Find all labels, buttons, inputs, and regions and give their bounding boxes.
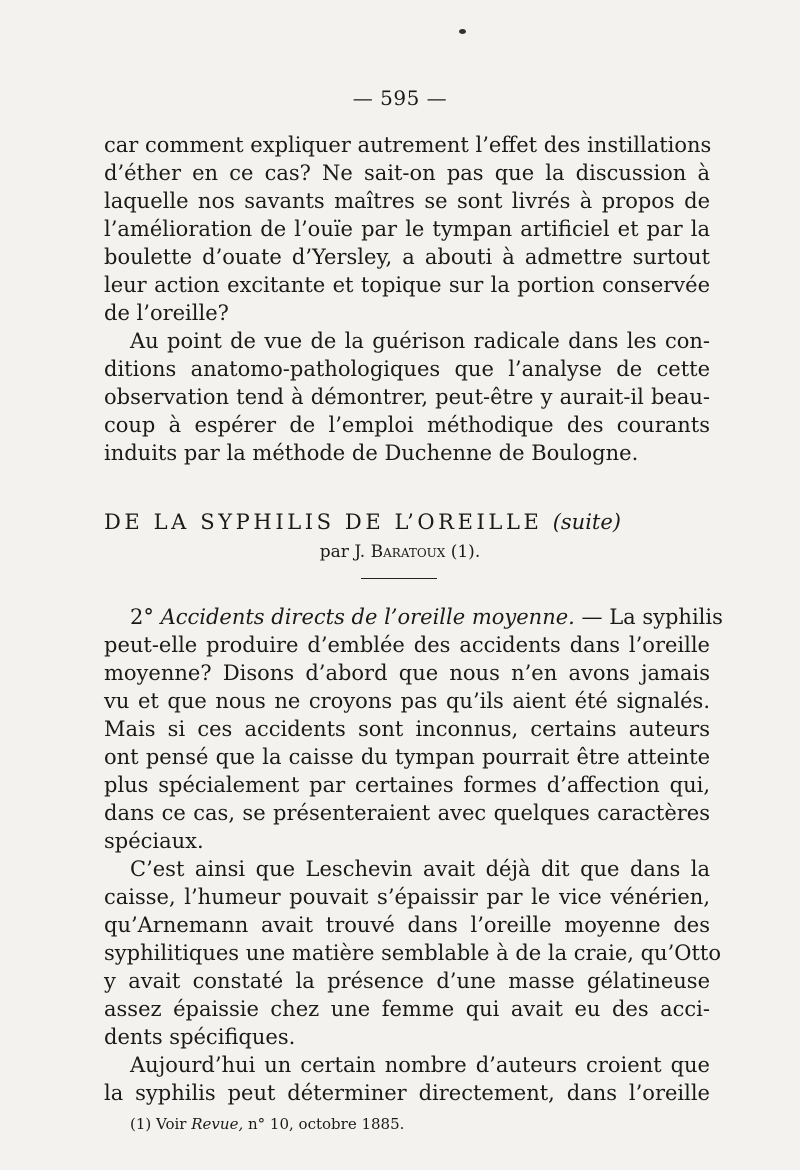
footnote-ref: (1).: [450, 542, 481, 562]
footnote-marker: (1) Voir: [130, 1115, 187, 1133]
section-suite: (suite): [552, 510, 621, 534]
subsection-title: Accidents directs de l’oreille moyenne.: [160, 605, 575, 629]
text-line: d’éther en ce cas? Ne sait-on pas que la discussion à: [104, 161, 710, 185]
byline-prefix: par J.: [319, 542, 366, 562]
text-line: C’est ainsi que Leschevin avait déjà dit que dans la: [130, 857, 710, 881]
text-line: de l’oreille?: [104, 301, 229, 325]
text-line: car comment expliquer autrement l’effet des instillations: [104, 133, 712, 157]
page-number: — 595 —: [352, 86, 448, 110]
text-line: vu et que nous ne croyons pas qu’ils aient été signalés.: [104, 689, 710, 713]
footnote-journal: Revue,: [191, 1115, 244, 1133]
text-line: qu’Arnemann avait trouvé dans l’oreille moyenne des: [104, 913, 710, 937]
footnote-text: n° 10, octobre 1885.: [248, 1115, 405, 1133]
text-line: moyenne? Disons d’abord que nous n’en avons jamais: [104, 661, 710, 685]
text-line: Aujourd’hui un certain nombre d’auteurs croient que: [130, 1053, 710, 1077]
text-line: dans ce cas, se présenteraient avec quelques caractères: [104, 801, 710, 825]
text-line: ditions anatomo-pathologiques que l’analyse de cette: [104, 357, 710, 381]
text-line: spéciaux.: [104, 829, 204, 853]
section-number: 2°: [130, 605, 154, 629]
text-line: Au point de vue de la guérison radicale dans les con-: [130, 329, 710, 353]
text-line: observation tend à démontrer, peut-être y aurait-il beau-: [104, 385, 710, 409]
text-line: [130, 603, 723, 631]
author-name: Baratoux: [370, 542, 446, 562]
text-line: syphilitiques une matière semblable à de la craie, qu’Otto: [104, 941, 721, 965]
text-line: Mais si ces accidents sont inconnus, certains auteurs: [104, 717, 710, 741]
text-line: caisse, l’humeur pouvait s’épaissir par le vice vénérien,: [104, 885, 710, 909]
text-line: peut-elle produire d’emblée des accidents dans l’oreille: [104, 633, 710, 657]
text-line: l’amélioration de l’ouïe par le tympan artificiel et par la: [104, 217, 710, 241]
text-line: la syphilis peut déterminer directement, dans l’oreille: [104, 1081, 710, 1105]
section-divider: [361, 578, 437, 579]
text-line: ont pensé que la caisse du tympan pourrait être atteinte: [104, 745, 710, 769]
text-line: boulette d’ouate d’Yersley, a abouti à admettre surtout: [104, 245, 710, 269]
section-heading: [104, 508, 710, 536]
text-line: y avait constaté la présence d’une masse gélatineuse: [104, 969, 710, 993]
ink-mark: [459, 29, 466, 34]
footnote: [130, 1114, 404, 1134]
text-line: laquelle nos savants maîtres se sont livrés à propos de: [104, 189, 710, 213]
text-line: assez épaissie chez une femme qui avait eu des acci-: [104, 997, 710, 1021]
lead-text: — La syphilis: [581, 605, 723, 629]
section-title: DE LA SYPHILIS DE L’OREILLE: [104, 510, 543, 534]
text-line: coup à espérer de l’emploi méthodique des courants: [104, 413, 710, 437]
text-line: induits par la méthode de Duchenne de Boulogne.: [104, 441, 639, 465]
text-line: dents spécifiques.: [104, 1025, 296, 1049]
text-line: plus spécialement par certaines formes d’affection qui,: [104, 773, 710, 797]
text-line: leur action excitante et topique sur la portion conservée: [104, 273, 710, 297]
author-byline: [0, 541, 800, 563]
